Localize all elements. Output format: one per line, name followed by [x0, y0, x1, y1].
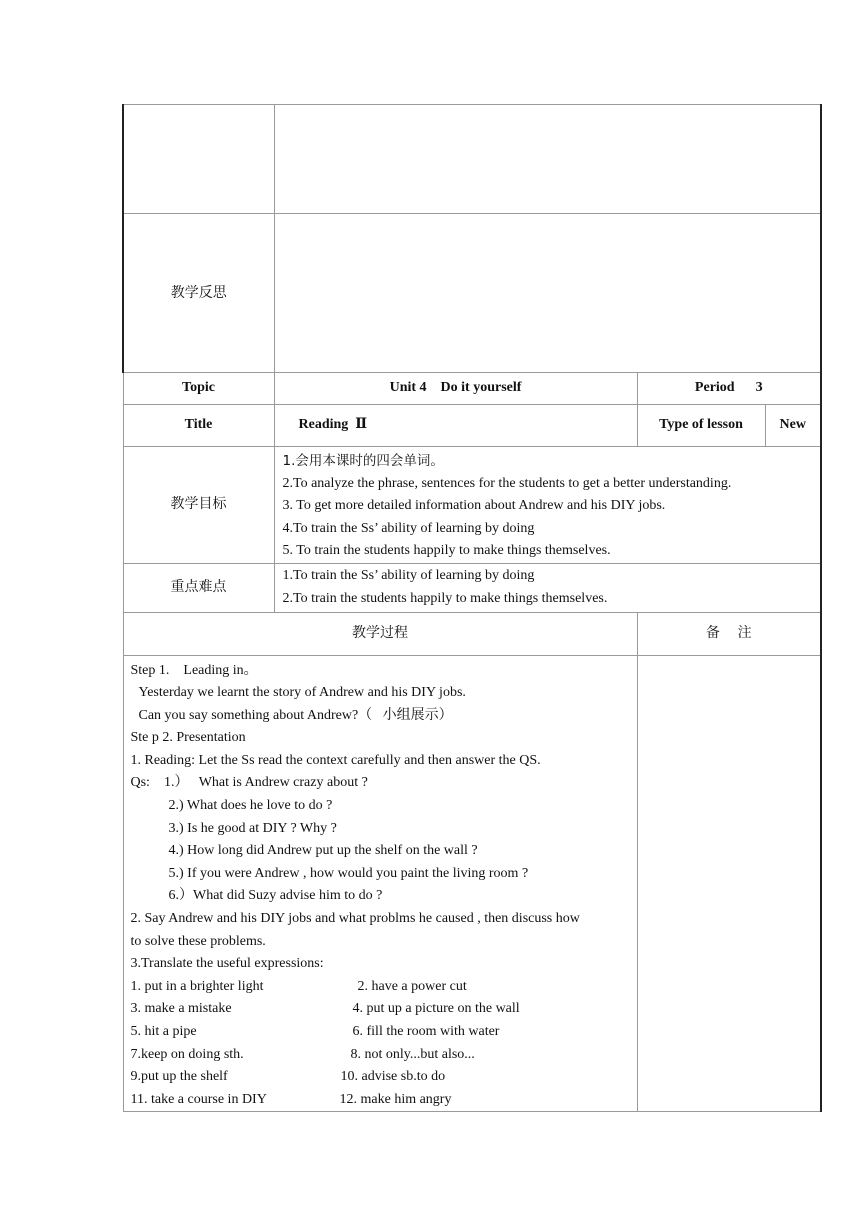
expression-item: 8. not only...but also...: [350, 1046, 475, 1062]
expression-item: 1. put in a brighter light: [130, 978, 264, 994]
key-point-item: 1.To train the Ss’ ability of learning by doing: [282, 568, 535, 583]
key-points-row: [123, 563, 821, 612]
period-cell: [637, 373, 821, 405]
question-line: 3.) Is he good at DIY ? Why ?: [168, 820, 337, 836]
expression-item: 6. fill the room with water: [352, 1024, 500, 1039]
topic-row: [123, 373, 821, 405]
question-line: Qs: 1.） What is Andrew crazy about ?: [130, 775, 368, 791]
reflection-label: 教学反思: [123, 214, 274, 373]
expression-item: 5. hit a pipe: [130, 1024, 197, 1039]
expression-pair: [131, 1066, 637, 1089]
expression-item: 9.put up the shelf: [130, 1069, 228, 1085]
step1-heading: Step 1. Leading in。: [130, 662, 258, 678]
type-value: New: [765, 405, 821, 447]
process-content: [123, 655, 637, 1112]
blank-label-cell: [123, 105, 274, 214]
title-value: Reading Ⅱ: [274, 405, 637, 447]
question-line: 2.) What does he love to do ?: [168, 798, 333, 814]
objectives-row: [123, 447, 821, 564]
process-line: Yesterday we learnt the story of Andrew and his DIY jobs.: [138, 685, 466, 701]
reading-instruction: 1. Reading: Let the Ss read the context carefully and then answer the QS.: [130, 752, 541, 768]
expression-item: 3. make a mistake: [130, 1001, 232, 1017]
lesson-plan-table: [122, 104, 822, 1112]
expression-pair: [131, 998, 637, 1021]
period-label: Period: [694, 380, 735, 396]
objective-item: 5. To train the students happily to make things themselves.: [282, 543, 611, 558]
say-instruction: 2. Say Andrew and his DIY jobs and what problms he caused , then discuss how: [130, 911, 580, 927]
step2-heading: Ste p 2. Presentation: [130, 730, 246, 746]
question-line: 6.）What did Suzy advise him to do ?: [168, 888, 383, 904]
key-points-label: 重点难点: [123, 563, 274, 612]
process-row: [123, 655, 821, 1112]
objective-item: 4.To train the Ss’ ability of learning by doing: [282, 520, 535, 536]
reflection-row: [123, 214, 821, 373]
expression-item: 2. have a power cut: [357, 978, 467, 994]
title-row: [123, 405, 821, 447]
process-line: Can you say something about Andrew?（ 小组展示）: [138, 707, 453, 723]
translate-heading: 3.Translate the useful expressions:: [130, 956, 324, 972]
key-point-item: 2.To train the students happily to make things themselves.: [282, 590, 608, 606]
title-label: Title: [123, 405, 274, 447]
key-points-list: [274, 563, 821, 612]
period-value: 3: [755, 380, 763, 396]
objective-item: 1.会用本课时的四会单词。: [282, 453, 444, 469]
type-label: Type of lesson: [637, 405, 765, 447]
blank-row: [123, 105, 821, 214]
objective-item: 3. To get more detailed information about Andrew and his DIY jobs.: [282, 498, 666, 513]
topic-label: Topic: [123, 373, 274, 405]
question-line: 5.) If you were Andrew , how would you paint the living room ?: [168, 865, 529, 881]
say-instruction-cont: to solve these problems.: [130, 933, 266, 949]
objectives-label: 教学目标: [123, 447, 274, 564]
notes-header: 备 注: [637, 612, 821, 655]
expression-item: 7.keep on doing sth.: [130, 1046, 244, 1062]
question-line: 4.) How long did Andrew put up the shelf on the wall ?: [168, 843, 478, 859]
expression-pair: [131, 1089, 637, 1112]
expression-item: 11. take a course in DIY: [130, 1091, 267, 1107]
process-header: 教学过程: [123, 612, 637, 655]
blank-content-cell: [274, 105, 821, 214]
reflection-content: [274, 214, 821, 373]
expression-item: 4. put up a picture on the wall: [352, 1001, 520, 1017]
expression-pair: [131, 976, 637, 999]
objectives-list: [274, 447, 821, 564]
process-header-row: [123, 612, 821, 655]
expression-pair: [131, 1021, 637, 1044]
expression-item: 10. advise sb.to do: [340, 1069, 446, 1085]
topic-value: Unit 4 Do it yourself: [274, 373, 637, 405]
expression-item: 12. make him angry: [339, 1091, 452, 1107]
notes-content: [637, 655, 821, 1112]
expression-pair: [131, 1044, 637, 1067]
objective-item: 2.To analyze the phrase, sentences for the students to get a better understanding.: [282, 475, 732, 491]
